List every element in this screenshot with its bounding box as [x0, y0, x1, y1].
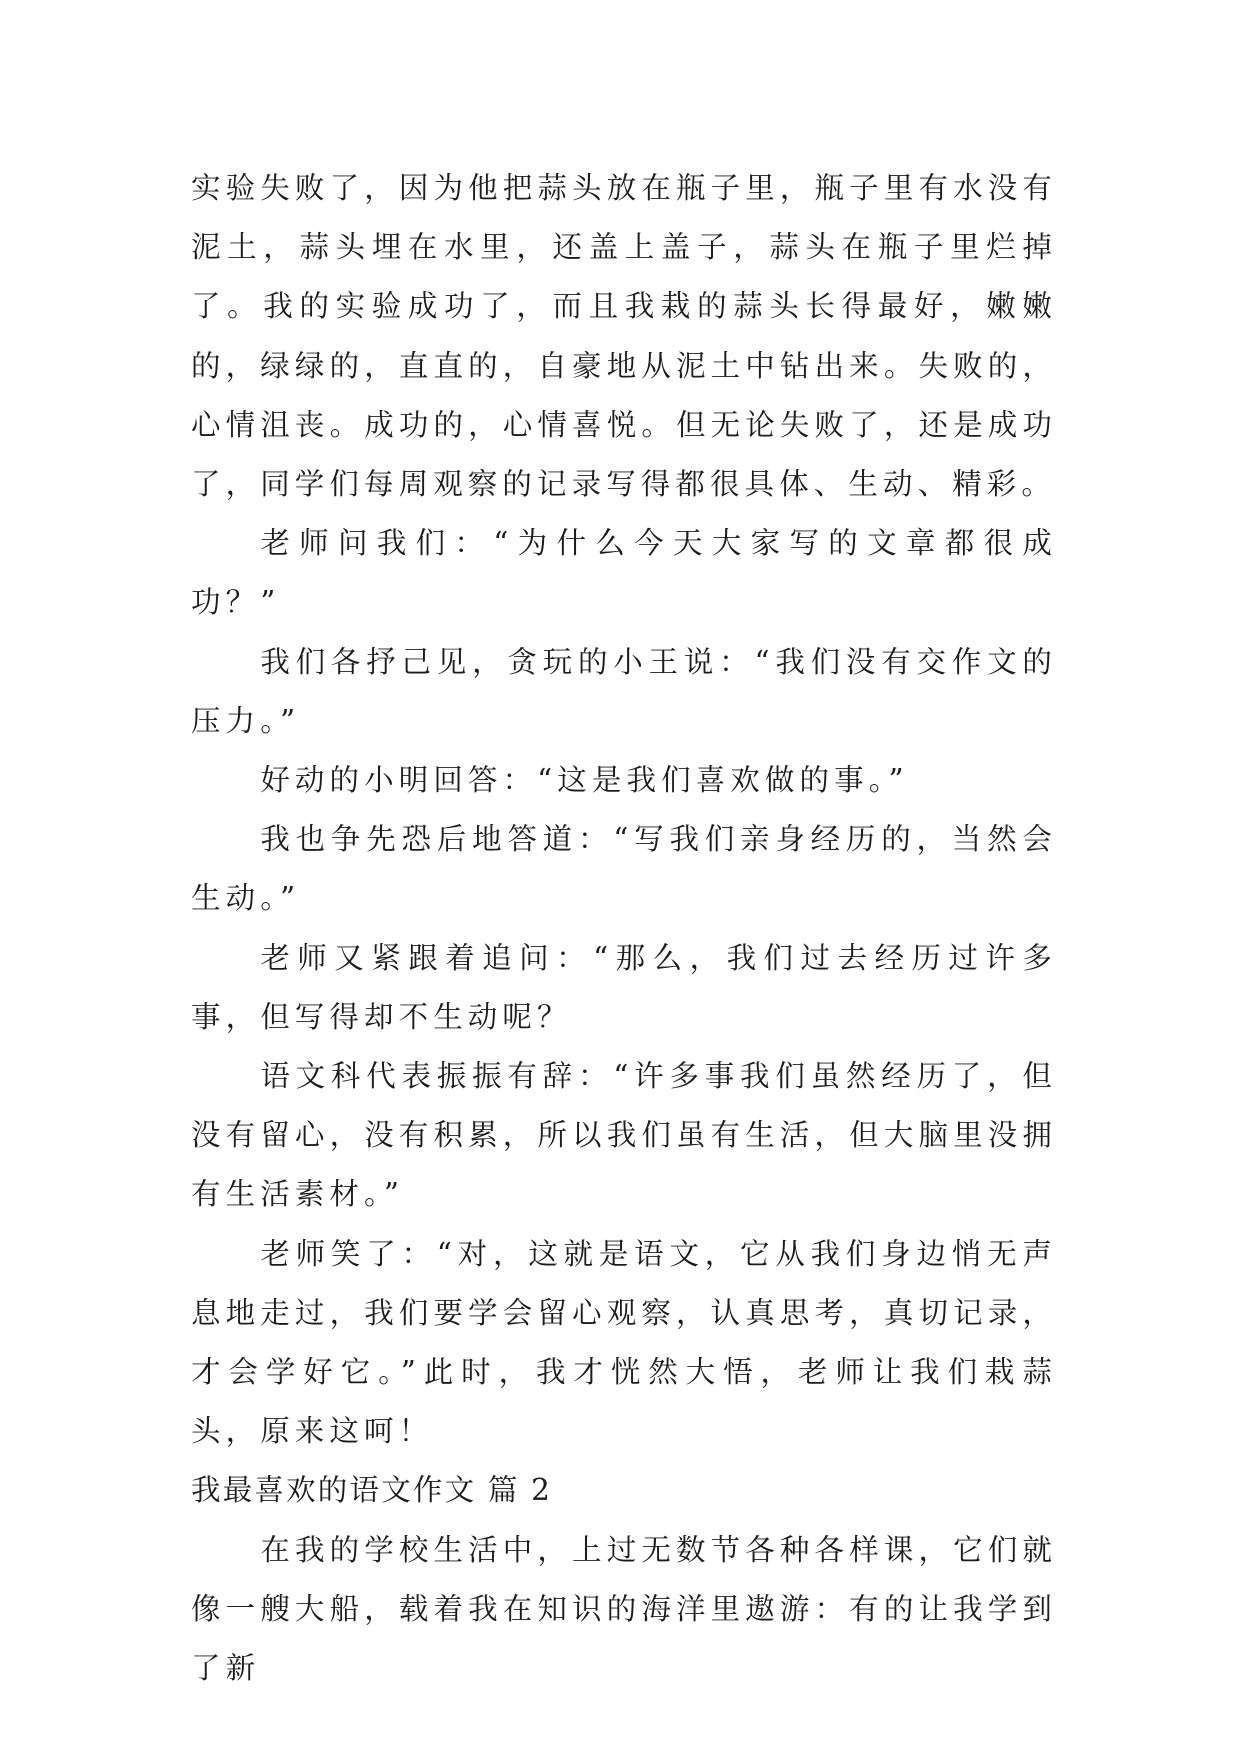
paragraph-my-answer: 我也争先恐后地答道：“写我们亲身经历的，当然会生动。”	[191, 822, 1057, 916]
paragraph-representative-answer: 语文科代表振振有辞：“许多事我们虽然经历了，但没有留心，没有积累，所以我们虽有生活，但大脑里没拥有生活素材。”	[191, 1059, 1057, 1212]
document-body	[191, 159, 1057, 1698]
paragraph-xiaoming-answer: 好动的小明回答：“这是我们喜欢做的事。”	[260, 763, 909, 798]
paragraph-continuation: 实验失败了，因为他把蒜头放在瓶子里，瓶子里有水没有泥土，蒜头埋在水里，还盖上盖子，蒜头在瓶子里烂掉了。我的实验成功了，而且我栽的蒜头长得最好，嫩嫩的，绿绿的，直直的，自豪地从泥土中钻出来。失败的，心情沮丧。成功的，心情喜悦。但无论失败了，还是成功了，同学们每周观察的记录写得都很具体、生动、精彩。	[191, 171, 1057, 502]
section-heading: 我最喜欢的语文作文 篇 2	[191, 1473, 553, 1508]
paragraph-xiaowang-answer: 我们各抒己见，贪玩的小王说：“我们没有交作文的压力。”	[191, 644, 1057, 738]
paragraph-teacher-conclusion: 老师笑了：“对，这就是语文，它从我们身边悄无声息地走过，我们要学会留心观察，认真思考，真切记录，才会学好它。”此时，我才恍然大悟，老师让我们栽蒜头，原来这呵！	[191, 1236, 1057, 1449]
paragraph-section-2-intro: 在我的学校生活中，上过无数节各种各样课，它们就像一艘大船，载着我在知识的海洋里遨游：有的让我学到了新	[191, 1532, 1057, 1686]
paragraph-teacher-follow-up: 老师又紧跟着追问：“那么，我们过去经历过许多事，但写得却不生动呢？	[191, 940, 1057, 1034]
paragraph-teacher-question: 老师问我们：“为什么今天大家写的文章都很成功？”	[191, 526, 1057, 620]
